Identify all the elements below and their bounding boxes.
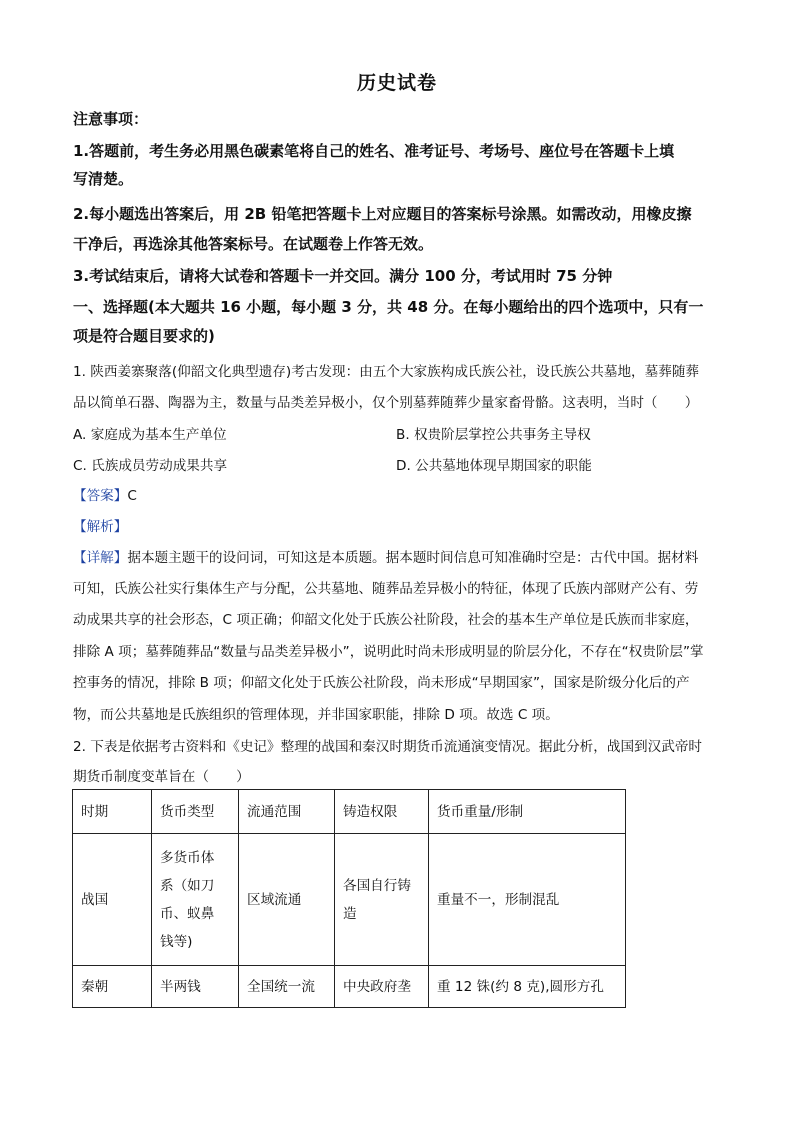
analysis-label: 【解析】 [73,519,128,535]
notice-item-1-line-2: 写清楚。 [73,170,134,188]
section-heading-line-1: 一、选择题(本大题共 16 小题，每小题 3 分，共 48 分。在每小题给出的四个选项中，只有一 [73,298,704,316]
table-row [73,834,626,966]
cell-line: 系（如刀 [160,877,215,894]
table-header-cell: 流通范围 [239,790,335,834]
q2-stem-line-2: 期货币制度变革旨在（ ） [73,769,250,785]
table-cell-type [152,834,239,966]
table-cell-authority: 中央政府垄 [335,966,429,1008]
q1-option-c: C. 氏族成员劳动成果共享 [73,458,228,474]
table-row [73,966,626,1008]
cell-line: 币、蚁鼻 [160,905,215,922]
table-cell-range: 区域流通 [239,834,335,966]
table-cell-authority [335,834,429,966]
cell-line: 多货币体 [160,849,215,866]
q2-stem-line-1: 2. 下表是依据考古资料和《史记》整理的战国和秦汉时期货币流通演变情况。据此分析，战国到汉武帝时 [73,739,703,755]
q1-detail-line-1 [73,546,698,566]
notice-heading: 注意事项： [73,110,149,128]
q1-answer [73,484,137,504]
q1-option-d: D. 公共墓地体现早期国家的职能 [396,458,592,474]
q1-detail-line-3: 动成果共享的社会形态，C 项正确；仰韶文化处于氏族公社阶段，社会的基本生产单位是氏族而非家庭， [73,612,699,628]
q1-option-a: A. 家庭成为基本生产单位 [73,427,227,443]
notice-item-2-line-1: 2.每小题选出答案后，用 2B 铅笔把答题卡上对应题目的答案标号涂黑。如需改动，用橡皮擦 [73,205,692,223]
page-title: 历史试卷 [356,72,437,94]
q1-option-b: B. 权贵阶层掌控公共事务主导权 [396,427,591,443]
table-header-cell: 货币重量/形制 [429,790,626,834]
q1-detail-line-6: 物，而公共墓地是氏族组织的管理体现，并非国家职能，排除 D 项。故选 C 项。 [73,707,559,723]
answer-value: C [127,488,137,504]
table-cell-type: 半两钱 [152,966,239,1008]
table-cell-range: 全国统一流 [239,966,335,1008]
q1-stem-line-1: 1. 陕西姜寨聚落(仰韶文化典型遗存)考古发现：由五个大家族构成氏族公社，设氏族公共墓地，墓葬随葬 [73,364,700,380]
cell-line: 造 [343,905,357,922]
table-header-cell: 时期 [73,790,152,834]
table-cell-weight: 重量不一，形制混乱 [429,834,626,966]
currency-table [72,789,626,1008]
answer-label: 【答案】 [73,488,128,504]
table-header-cell: 货币类型 [152,790,239,834]
q1-detail-line-5: 控事务的情况，排除 B 项；仰韶文化处于氏族公社阶段，尚未形成“早期国家”，国家是阶级分化后的产 [73,675,690,691]
notice-item-2-line-2: 干净后，再选涂其他答案标号。在试题卷上作答无效。 [73,235,434,253]
table-cell-period: 秦朝 [73,966,152,1008]
detail-text-1: 据本题主题干的设问词，可知这是本质题。据本题时间信息可知准确时空是：古代中国。据材料 [127,550,699,566]
q1-detail-line-2: 可知，氏族公社实行集体生产与分配，公共墓地、随葬品差异极小的特征，体现了氏族内部财产公有、劳 [73,581,699,597]
cell-line: 各国自行铸 [343,877,411,894]
section-heading-line-2: 项是符合题目要求的) [73,327,215,345]
table-header-cell: 铸造权限 [335,790,429,834]
detail-label: 【详解】 [73,550,128,566]
q1-stem-line-2: 品以简单石器、陶器为主，数量与品类差异极小，仅个别墓葬随葬少量家畜骨骼。这表明，当时（ ） [73,395,699,411]
q1-detail-line-4: 排除 A 项；墓葬随葬品“数量与品类差异极小”，说明此时尚未形成明显的阶层分化，不存在“权贵阶层”掌 [73,644,704,660]
table-cell-weight: 重 12 铢(约 8 克),圆形方孔 [429,966,626,1008]
table-cell-period: 战国 [73,834,152,966]
table-header-row [73,790,626,834]
notice-item-3: 3.考试结束后，请将大试卷和答题卡一并交回。满分 100 分，考试用时 75 分钟 [73,267,613,285]
cell-line: 钱等) [160,933,193,950]
notice-item-1-line-1: 1.答题前，考生务必用黑色碳素笔将自己的姓名、准考证号、考场号、座位号在答题卡上填 [73,142,675,160]
